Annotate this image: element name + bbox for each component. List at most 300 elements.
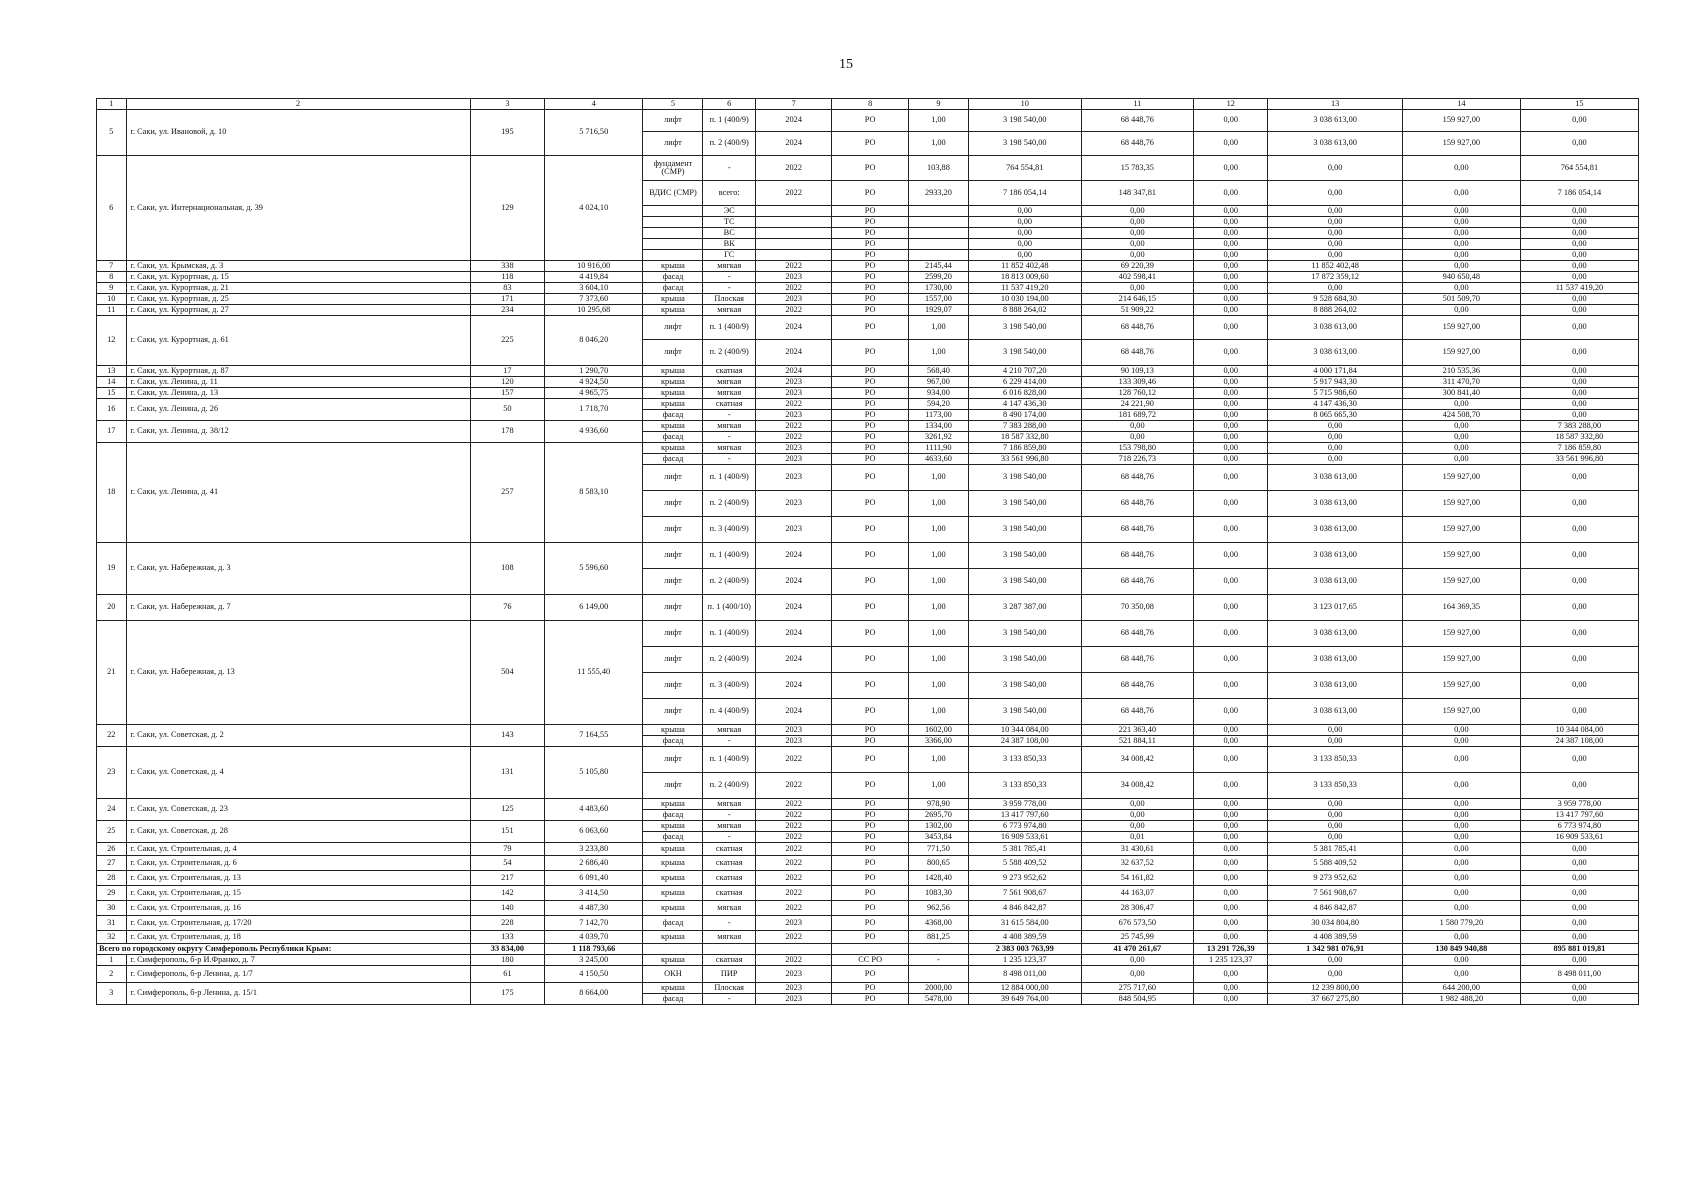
- cell-c5: фасад: [643, 994, 703, 1005]
- cell-c12: 0,00: [1194, 340, 1268, 366]
- cell-c8: СС РО: [832, 955, 908, 966]
- table-row: [97, 916, 1639, 931]
- column-header: 13: [1268, 99, 1402, 110]
- cell-c13: 5 588 409,52: [1268, 856, 1402, 871]
- cell-c12: 0,00: [1194, 966, 1268, 983]
- cell-c8: РО: [832, 340, 908, 366]
- cell-c8: РО: [832, 388, 908, 399]
- cell-c6: мягкая: [703, 725, 755, 736]
- cell-c11: 69 220,39: [1081, 261, 1194, 272]
- cell-c6: п. 4 (400/9): [703, 699, 755, 725]
- cell-c15: 24 387 108,00: [1520, 736, 1638, 747]
- cell-c11: 128 760,12: [1081, 388, 1194, 399]
- cell-c9: 1,00: [908, 465, 968, 491]
- cell-c14: 0,00: [1402, 773, 1520, 799]
- cell-c14: 0,00: [1402, 156, 1520, 181]
- cell-c6: мягкая: [703, 377, 755, 388]
- cell-c7: 2022: [755, 305, 831, 316]
- cell-c7: 2023: [755, 465, 831, 491]
- cell-c8: РО: [832, 272, 908, 283]
- column-header: 4: [545, 99, 643, 110]
- cell-c15: 0,00: [1520, 916, 1638, 931]
- cell-c8: РО: [832, 132, 908, 156]
- area-cell: 3 233,80: [545, 843, 643, 856]
- table-row: [97, 595, 1639, 621]
- address-cell: г. Саки, ул. Курортная, д. 15: [126, 272, 470, 283]
- cell-c10: 4 147 436,30: [969, 399, 1082, 410]
- area-cell: 7 164,55: [545, 725, 643, 747]
- cell-c13: 0,00: [1268, 966, 1402, 983]
- cell-c11: 214 646,15: [1081, 294, 1194, 305]
- cell-c15: 0,00: [1520, 856, 1638, 871]
- cell-c5: крыша: [643, 366, 703, 377]
- cell-c7: 2023: [755, 736, 831, 747]
- cell-c7: 2024: [755, 699, 831, 725]
- cell-c10: 3 198 540,00: [969, 132, 1082, 156]
- cell-c6: п. 1 (400/9): [703, 465, 755, 491]
- cell-c14: 0,00: [1402, 747, 1520, 773]
- area-cell: 5 716,50: [545, 110, 643, 156]
- cell-c9: 2695,70: [908, 810, 968, 821]
- cell-c5: фасад: [643, 410, 703, 421]
- address-cell: г. Саки, ул. Курортная, д. 61: [126, 316, 470, 366]
- cell-c13: 0,00: [1268, 725, 1402, 736]
- cell-c14: 644 200,00: [1402, 983, 1520, 994]
- area-cell: 4 483,60: [545, 799, 643, 821]
- column-header: 6: [703, 99, 755, 110]
- table-row: [97, 377, 1639, 388]
- cell-c8: РО: [832, 156, 908, 181]
- column-header: 8: [832, 99, 908, 110]
- table-row: [97, 983, 1639, 994]
- cell-c15: 0,00: [1520, 228, 1638, 239]
- address-cell: г. Саки, ул. Советская, д. 2: [126, 725, 470, 747]
- cell-c11: 68 448,76: [1081, 569, 1194, 595]
- row-number: 5: [97, 110, 127, 156]
- address-cell: г. Саки, ул. Ленина, д. 26: [126, 399, 470, 421]
- address-cell: г. Саки, ул. Строительная, д. 6: [126, 856, 470, 871]
- cell-c7: 2022: [755, 856, 831, 871]
- area-cell: 8 046,20: [545, 316, 643, 366]
- row-number: 9: [97, 283, 127, 294]
- cell-c10: 39 649 764,00: [969, 994, 1082, 1005]
- cell-c9: 1,00: [908, 569, 968, 595]
- cell-c6: мягкая: [703, 443, 755, 454]
- cell-c13: 3 123 017,65: [1268, 595, 1402, 621]
- cell-c6: мягкая: [703, 931, 755, 944]
- cell-c15: 0,00: [1520, 272, 1638, 283]
- cell-c10: 5 381 785,41: [969, 843, 1082, 856]
- row-number: 24: [97, 799, 127, 821]
- table-row: [97, 871, 1639, 886]
- cell-c13: 0,00: [1268, 955, 1402, 966]
- cell-c5: лифт: [643, 773, 703, 799]
- cell-c9: 1557,00: [908, 294, 968, 305]
- cell-c11: 133 309,46: [1081, 377, 1194, 388]
- cell-c14: 0,00: [1402, 736, 1520, 747]
- cell-c9: 2599,20: [908, 272, 968, 283]
- cell-c13: 3 038 613,00: [1268, 621, 1402, 647]
- cell-c6: скатная: [703, 856, 755, 871]
- total-c12: 13 291 726,39: [1194, 944, 1268, 955]
- row-number: 1: [97, 955, 127, 966]
- cell-c10: 3 198 540,00: [969, 673, 1082, 699]
- cell-c8: РО: [832, 736, 908, 747]
- cell-c10: 1 235 123,37: [969, 955, 1082, 966]
- table-row: [97, 843, 1639, 856]
- cell-c7: 2022: [755, 261, 831, 272]
- cell-c12: 0,00: [1194, 454, 1268, 465]
- cell-c8: РО: [832, 206, 908, 217]
- cell-c12: 0,00: [1194, 994, 1268, 1005]
- cell-c14: 0,00: [1402, 206, 1520, 217]
- residents-cell: 234: [470, 305, 544, 316]
- cell-c5: лифт: [643, 110, 703, 132]
- cell-c14: 0,00: [1402, 886, 1520, 901]
- cell-c13: 0,00: [1268, 250, 1402, 261]
- cell-c9: 881,25: [908, 931, 968, 944]
- cell-c15: 0,00: [1520, 699, 1638, 725]
- cell-c12: 0,00: [1194, 432, 1268, 443]
- cell-c10: 3 198 540,00: [969, 491, 1082, 517]
- cell-c12: 0,00: [1194, 517, 1268, 543]
- cell-c7: 2024: [755, 647, 831, 673]
- cell-c9: 4633,60: [908, 454, 968, 465]
- table-row: [97, 443, 1639, 454]
- cell-c12: 0,00: [1194, 399, 1268, 410]
- empty-cell: [703, 944, 755, 955]
- cell-c9: 1,00: [908, 543, 968, 569]
- cell-c6: п. 2 (400/9): [703, 132, 755, 156]
- cell-c5: ОКН: [643, 966, 703, 983]
- cell-c11: 68 448,76: [1081, 491, 1194, 517]
- cell-c5: крыша: [643, 856, 703, 871]
- residents-cell: 108: [470, 543, 544, 595]
- cell-c12: 0,00: [1194, 491, 1268, 517]
- address-cell: г. Саки, ул. Строительная, д. 4: [126, 843, 470, 856]
- row-number: 11: [97, 305, 127, 316]
- cell-c14: 0,00: [1402, 832, 1520, 843]
- cell-c15: 0,00: [1520, 747, 1638, 773]
- cell-c11: 181 689,72: [1081, 410, 1194, 421]
- residents-cell: 180: [470, 955, 544, 966]
- cell-c6: п. 3 (400/9): [703, 673, 755, 699]
- cell-c6: мягкая: [703, 421, 755, 432]
- cell-c12: 0,00: [1194, 181, 1268, 206]
- cell-c14: 1 982 488,20: [1402, 994, 1520, 1005]
- cell-c10: 11 852 402,48: [969, 261, 1082, 272]
- cell-c5: лифт: [643, 132, 703, 156]
- cell-c11: 68 448,76: [1081, 465, 1194, 491]
- cell-c6: ПИР: [703, 966, 755, 983]
- cell-c5: лифт: [643, 569, 703, 595]
- cell-c12: 1 235 123,37: [1194, 955, 1268, 966]
- cell-c12: 0,00: [1194, 421, 1268, 432]
- cell-c11: 68 448,76: [1081, 132, 1194, 156]
- cell-c10: 4 846 842,87: [969, 901, 1082, 916]
- cell-c8: РО: [832, 465, 908, 491]
- address-cell: г. Симферополь, б-р Ленина, д. 15/1: [126, 983, 470, 1005]
- cell-c7: 2022: [755, 799, 831, 810]
- cell-c12: 0,00: [1194, 699, 1268, 725]
- cell-c7: 2022: [755, 843, 831, 856]
- cell-c9: 967,00: [908, 377, 968, 388]
- area-cell: 4 150,50: [545, 966, 643, 983]
- cell-c10: 0,00: [969, 228, 1082, 239]
- cell-c15: 0,00: [1520, 886, 1638, 901]
- cell-c6: п. 1 (400/9): [703, 316, 755, 340]
- residents-cell: 76: [470, 595, 544, 621]
- address-cell: г. Саки, ул. Крымская, д. 3: [126, 261, 470, 272]
- residents-cell: 54: [470, 856, 544, 871]
- cell-c12: 0,00: [1194, 206, 1268, 217]
- cell-c12: 0,00: [1194, 725, 1268, 736]
- cell-c9: 1,00: [908, 110, 968, 132]
- cell-c8: РО: [832, 491, 908, 517]
- row-number: 12: [97, 316, 127, 366]
- cell-c8: РО: [832, 843, 908, 856]
- cell-c9: 771,50: [908, 843, 968, 856]
- residents-cell: 131: [470, 747, 544, 799]
- cell-c13: 5 917 943,30: [1268, 377, 1402, 388]
- table-row: [97, 283, 1639, 294]
- cell-c14: 159 927,00: [1402, 647, 1520, 673]
- cell-c7: 2022: [755, 747, 831, 773]
- cell-c8: РО: [832, 443, 908, 454]
- cell-c15: 0,00: [1520, 305, 1638, 316]
- cell-c15: 0,00: [1520, 931, 1638, 944]
- cell-c11: 848 504,95: [1081, 994, 1194, 1005]
- cell-c12: 0,00: [1194, 901, 1268, 916]
- cell-c9: [908, 206, 968, 217]
- cell-c8: РО: [832, 832, 908, 843]
- cell-c11: 521 884,11: [1081, 736, 1194, 747]
- cell-c10: 3 198 540,00: [969, 621, 1082, 647]
- cell-c10: 11 537 419,20: [969, 283, 1082, 294]
- cell-c7: 2024: [755, 673, 831, 699]
- cell-c11: 0,00: [1081, 421, 1194, 432]
- cell-c5: крыша: [643, 305, 703, 316]
- cell-c15: 7 186 859,80: [1520, 443, 1638, 454]
- cell-c12: 0,00: [1194, 983, 1268, 994]
- cell-c12: 0,00: [1194, 283, 1268, 294]
- cell-c8: РО: [832, 366, 908, 377]
- cell-c12: 0,00: [1194, 443, 1268, 454]
- row-number: 18: [97, 443, 127, 543]
- cell-c10: 0,00: [969, 239, 1082, 250]
- cell-c12: 0,00: [1194, 747, 1268, 773]
- table-row: [97, 316, 1639, 340]
- cell-c5: лифт: [643, 491, 703, 517]
- cell-c10: 31 615 584,00: [969, 916, 1082, 931]
- cell-c5: крыша: [643, 725, 703, 736]
- cell-c11: 68 448,76: [1081, 699, 1194, 725]
- table-row: [97, 747, 1639, 773]
- area-cell: 8 583,10: [545, 443, 643, 543]
- cell-c7: 2022: [755, 773, 831, 799]
- cell-c6: -: [703, 272, 755, 283]
- cell-c15: 0,00: [1520, 340, 1638, 366]
- cell-c8: РО: [832, 901, 908, 916]
- cell-c15: 0,00: [1520, 871, 1638, 886]
- cell-c7: 2022: [755, 156, 831, 181]
- cell-c10: 6 016 828,00: [969, 388, 1082, 399]
- cell-c11: 68 448,76: [1081, 621, 1194, 647]
- cell-c13: 3 038 613,00: [1268, 543, 1402, 569]
- cell-c8: РО: [832, 773, 908, 799]
- cell-c8: РО: [832, 699, 908, 725]
- cell-c15: 0,00: [1520, 110, 1638, 132]
- cell-c5: крыша: [643, 377, 703, 388]
- area-cell: 4 487,30: [545, 901, 643, 916]
- cell-c6: -: [703, 432, 755, 443]
- cell-c7: 2023: [755, 377, 831, 388]
- cell-c15: 0,00: [1520, 366, 1638, 377]
- cell-c10: 10 344 084,00: [969, 725, 1082, 736]
- total-c13: 1 342 981 076,91: [1268, 944, 1402, 955]
- cell-c8: РО: [832, 966, 908, 983]
- table-row: [97, 110, 1639, 132]
- cell-c13: 4 846 842,87: [1268, 901, 1402, 916]
- area-cell: 4 024,10: [545, 156, 643, 261]
- address-cell: г. Саки, ул. Набережная, д. 3: [126, 543, 470, 595]
- cell-c6: -: [703, 810, 755, 821]
- cell-c8: РО: [832, 283, 908, 294]
- cell-c10: 18 813 009,60: [969, 272, 1082, 283]
- cell-c9: [908, 239, 968, 250]
- cell-c8: РО: [832, 454, 908, 465]
- address-cell: г. Саки, ул. Ленина, д. 41: [126, 443, 470, 543]
- cell-c14: 159 927,00: [1402, 110, 1520, 132]
- cell-c15: 0,00: [1520, 316, 1638, 340]
- address-cell: г. Саки, ул. Курортная, д. 21: [126, 283, 470, 294]
- total-sum-area: 1 118 793,66: [545, 944, 643, 955]
- cell-c8: РО: [832, 543, 908, 569]
- cell-c9: 1929,07: [908, 305, 968, 316]
- cell-c6: п. 2 (400/9): [703, 647, 755, 673]
- cell-c6: скатная: [703, 843, 755, 856]
- cell-c10: 7 561 908,67: [969, 886, 1082, 901]
- address-cell: г. Саки, ул. Курортная, д. 27: [126, 305, 470, 316]
- cell-c10: 3 198 540,00: [969, 543, 1082, 569]
- cell-c9: 1302,00: [908, 821, 968, 832]
- cell-c5: крыша: [643, 388, 703, 399]
- cell-c13: 3 038 613,00: [1268, 517, 1402, 543]
- cell-c14: 159 927,00: [1402, 340, 1520, 366]
- cell-c5: крыша: [643, 294, 703, 305]
- cell-c11: 68 448,76: [1081, 517, 1194, 543]
- residents-cell: 157: [470, 388, 544, 399]
- cell-c13: 3 133 850,33: [1268, 747, 1402, 773]
- area-cell: 7 142,70: [545, 916, 643, 931]
- area-cell: 2 686,40: [545, 856, 643, 871]
- cell-c13: 0,00: [1268, 832, 1402, 843]
- address-cell: г. Саки, ул. Строительная, д. 16: [126, 901, 470, 916]
- cell-c11: 221 363,40: [1081, 725, 1194, 736]
- column-header: 3: [470, 99, 544, 110]
- cell-c15: 0,00: [1520, 983, 1638, 994]
- cell-c15: 0,00: [1520, 673, 1638, 699]
- address-cell: г. Саки, ул. Советская, д. 4: [126, 747, 470, 799]
- area-cell: 1 290,70: [545, 366, 643, 377]
- total-c10: 2 383 003 763,99: [969, 944, 1082, 955]
- cell-c10: 6 229 414,00: [969, 377, 1082, 388]
- area-cell: 6 149,00: [545, 595, 643, 621]
- cell-c13: 7 561 908,67: [1268, 886, 1402, 901]
- cell-c7: 2022: [755, 421, 831, 432]
- cell-c7: 2024: [755, 569, 831, 595]
- cell-c14: 0,00: [1402, 955, 1520, 966]
- cell-c13: 3 038 613,00: [1268, 465, 1402, 491]
- cell-c11: 25 745,99: [1081, 931, 1194, 944]
- cell-c13: 8 065 665,30: [1268, 410, 1402, 421]
- cell-c6: -: [703, 994, 755, 1005]
- column-header: 15: [1520, 99, 1638, 110]
- cell-c6: п. 2 (400/9): [703, 773, 755, 799]
- cell-c12: 0,00: [1194, 569, 1268, 595]
- cell-c6: мягкая: [703, 261, 755, 272]
- cell-c13: 3 133 850,33: [1268, 773, 1402, 799]
- cell-c6: ЭС: [703, 206, 755, 217]
- cell-c10: 7 186 054,14: [969, 181, 1082, 206]
- cell-c6: скатная: [703, 871, 755, 886]
- cell-c12: 0,00: [1194, 465, 1268, 491]
- cell-c5: крыша: [643, 931, 703, 944]
- cell-c12: 0,00: [1194, 799, 1268, 810]
- cell-c9: [908, 250, 968, 261]
- table-row: [97, 725, 1639, 736]
- residents-cell: 125: [470, 799, 544, 821]
- cell-c7: 2022: [755, 283, 831, 294]
- cell-c15: 7 383 288,00: [1520, 421, 1638, 432]
- cell-c8: РО: [832, 799, 908, 810]
- cell-c6: ТС: [703, 217, 755, 228]
- cell-c7: 2022: [755, 821, 831, 832]
- residents-cell: 338: [470, 261, 544, 272]
- table-row: [97, 799, 1639, 810]
- cell-c14: 0,00: [1402, 283, 1520, 294]
- cell-c5: лифт: [643, 543, 703, 569]
- cell-c13: 8 888 264,02: [1268, 305, 1402, 316]
- cell-c11: 402 598,41: [1081, 272, 1194, 283]
- cell-c6: ВС: [703, 228, 755, 239]
- cell-c7: 2022: [755, 886, 831, 901]
- cell-c14: 311 470,70: [1402, 377, 1520, 388]
- row-number: 14: [97, 377, 127, 388]
- row-number: 31: [97, 916, 127, 931]
- cell-c15: 0,00: [1520, 132, 1638, 156]
- cell-c10: 9 273 952,62: [969, 871, 1082, 886]
- cell-c12: 0,00: [1194, 156, 1268, 181]
- address-cell: г. Саки, ул. Строительная, д. 18: [126, 931, 470, 944]
- cell-c8: РО: [832, 931, 908, 944]
- cell-c8: РО: [832, 916, 908, 931]
- cell-c12: 0,00: [1194, 228, 1268, 239]
- cell-c14: 0,00: [1402, 228, 1520, 239]
- cell-c8: РО: [832, 261, 908, 272]
- residents-cell: 178: [470, 421, 544, 443]
- cell-c7: 2023: [755, 388, 831, 399]
- cell-c12: 0,00: [1194, 647, 1268, 673]
- cell-c12: 0,00: [1194, 886, 1268, 901]
- cell-c15: 0,00: [1520, 773, 1638, 799]
- residents-cell: 228: [470, 916, 544, 931]
- residents-cell: 79: [470, 843, 544, 856]
- residents-cell: 171: [470, 294, 544, 305]
- cell-c14: 0,00: [1402, 843, 1520, 856]
- cell-c8: РО: [832, 810, 908, 821]
- cell-c5: фасад: [643, 832, 703, 843]
